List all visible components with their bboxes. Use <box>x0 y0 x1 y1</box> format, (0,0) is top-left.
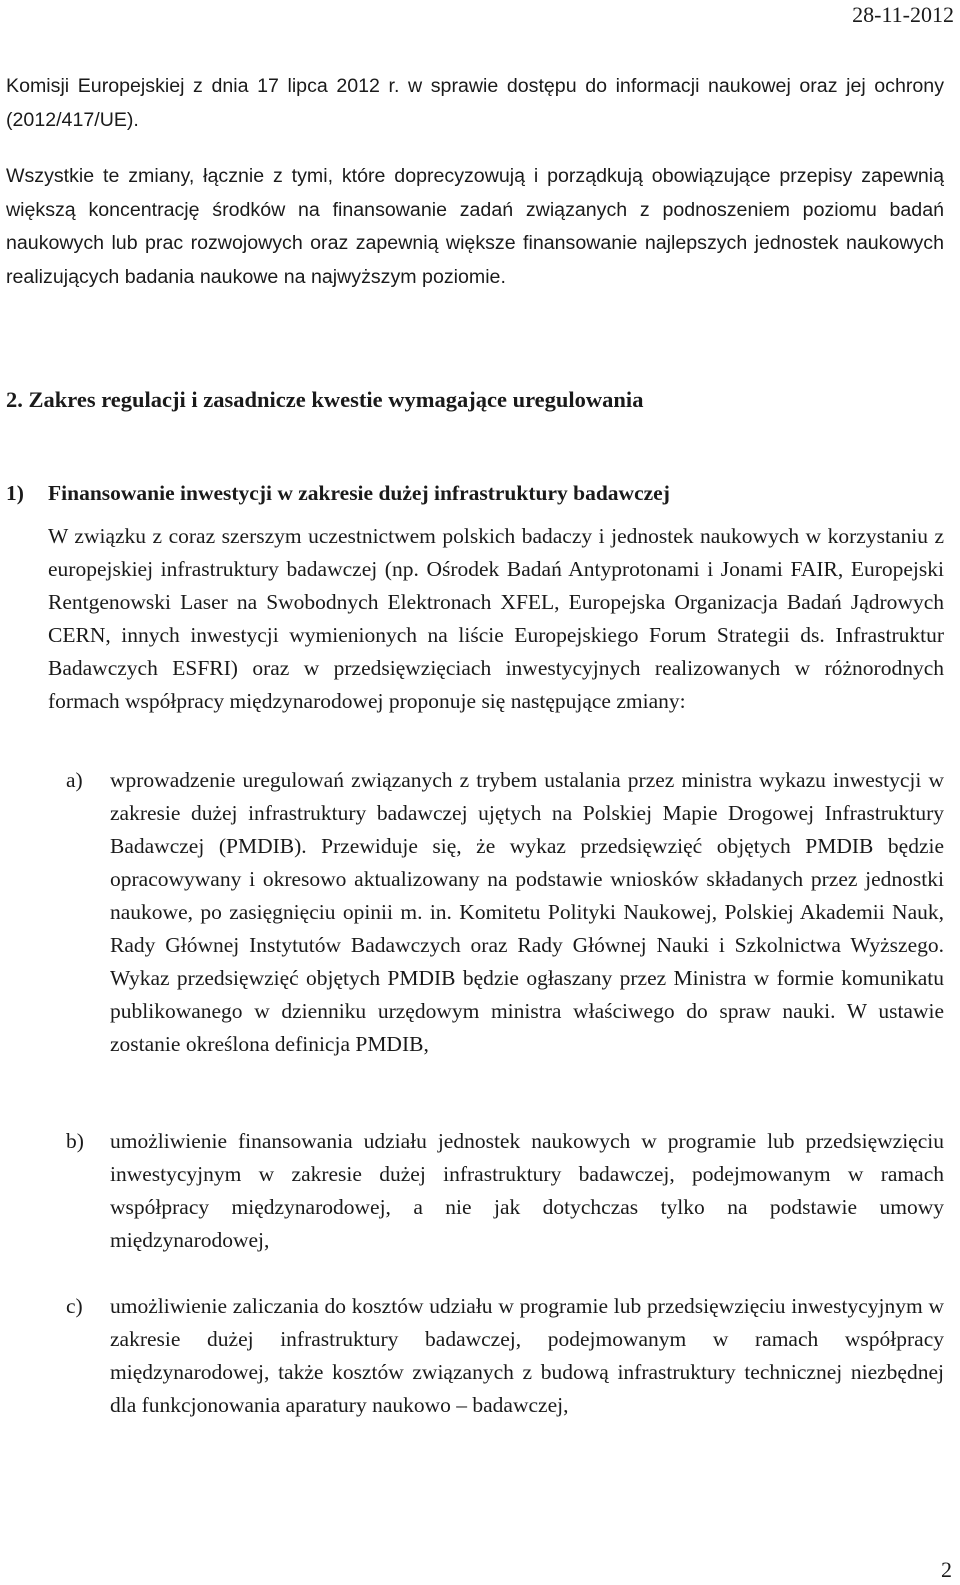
list-item-marker: c) <box>66 1294 83 1318</box>
paragraph-summary: Wszystkie te zmiany, łącznie z tymi, które doprecyzowują i porządkują obowiązujące przepisy zapewnią większą koncentrację środków na finansowanie zadań związanych z podnoszeniem poziomu badań naukowych lub prac rozwojowych oraz zapewnią większe finansowanie najlepszych jednostek naukowych realizujących badania naukowe na najwyższym poziomie. <box>6 165 944 288</box>
section-heading: 2. Zakres regulacji i zasadnicze kwestie wymagające uregulowania <box>6 387 644 412</box>
subsection-number: 1) <box>6 481 24 505</box>
paragraph-continuation: Komisji Europejskiej z dnia 17 lipca 2012 r. w sprawie dostępu do informacji naukowej oraz jej ochrony (2012/417/UE). <box>6 75 944 131</box>
page-number: 2 <box>941 1557 952 1582</box>
list-item-text: wprowadzenie uregulowań związanych z trybem ustalania przez ministra wykazu inwestycji w zakresie dużej infrastruktury badawczej ujętych na Polskiej Mapie Drogowej Infrastruktury Badawczej (PMDIB). Przewiduje się, że wykaz przedsięwzięć objętych PMDIB będzie opracowywany i okresowo aktualizowany na podstawie wniosków składanych przez jednostki naukowe, po zasięgnięciu opinii m. in. Komitetu Polityki Naukowej, Polskiej Akademii Nauk, Rady Głównej Instytutów Badawczych oraz Rady Głównej Nauki i Szkolnictwa Wyższego. Wykaz przedsięwzięć objętych PMDIB będzie ogłaszany przez Ministra w formie komunikatu publikowanego w dzienniku urzędowym ministra właściwego do spraw nauki. W ustawie zostanie określona definicja PMDIB, <box>110 768 944 1056</box>
list-item-text: umożliwienie zaliczania do kosztów udziału w programie lub przedsięwzięciu inwestycyjnym w zakresie dużej infrastruktury badawczej, podejmowanym w ramach współpracy międzynarodowej, także kosztów związanych z budową infrastruktury technicznej niezbędnej dla funkcjonowania aparatury naukowo – badawczej, <box>110 1294 944 1417</box>
list-item-marker: a) <box>66 768 83 792</box>
header-date: 28-11-2012 <box>852 2 954 27</box>
paragraph-intro: W związku z coraz szerszym uczestnictwem polskich badaczy i jednostek naukowych w korzystaniu z europejskiej infrastruktury badawczej (np. Ośrodek Badań Antyprotonami i Jonami FAIR, Europejski Rentgenowski Laser na Swobodnych Elektronach XFEL, Europejska Organizacja Badań Jądrowych CERN, innych inwestycji wymienionych na liście Europejskiego Forum Strategii ds. Infrastruktur Badawczych ESFRI) oraz w przedsięwzięciach inwestycyjnych realizowanych w różnorodnych formach współpracy międzynarodowej proponuje się następujące zmiany: <box>48 524 944 713</box>
list-item-marker: b) <box>66 1129 84 1153</box>
subsection-title: Finansowanie inwestycji w zakresie dużej infrastruktury badawczej <box>48 481 670 505</box>
list-item-text: umożliwienie finansowania udziału jednostek naukowych w programie lub przedsięwzięciu inwestycyjnym w zakresie dużej infrastruktury badawczej, podejmowanym w ramach współpracy międzynarodowej, a nie jak dotychczas tylko na podstawie umowy międzynarodowej, <box>110 1129 944 1252</box>
subsection-heading <box>6 476 670 510</box>
